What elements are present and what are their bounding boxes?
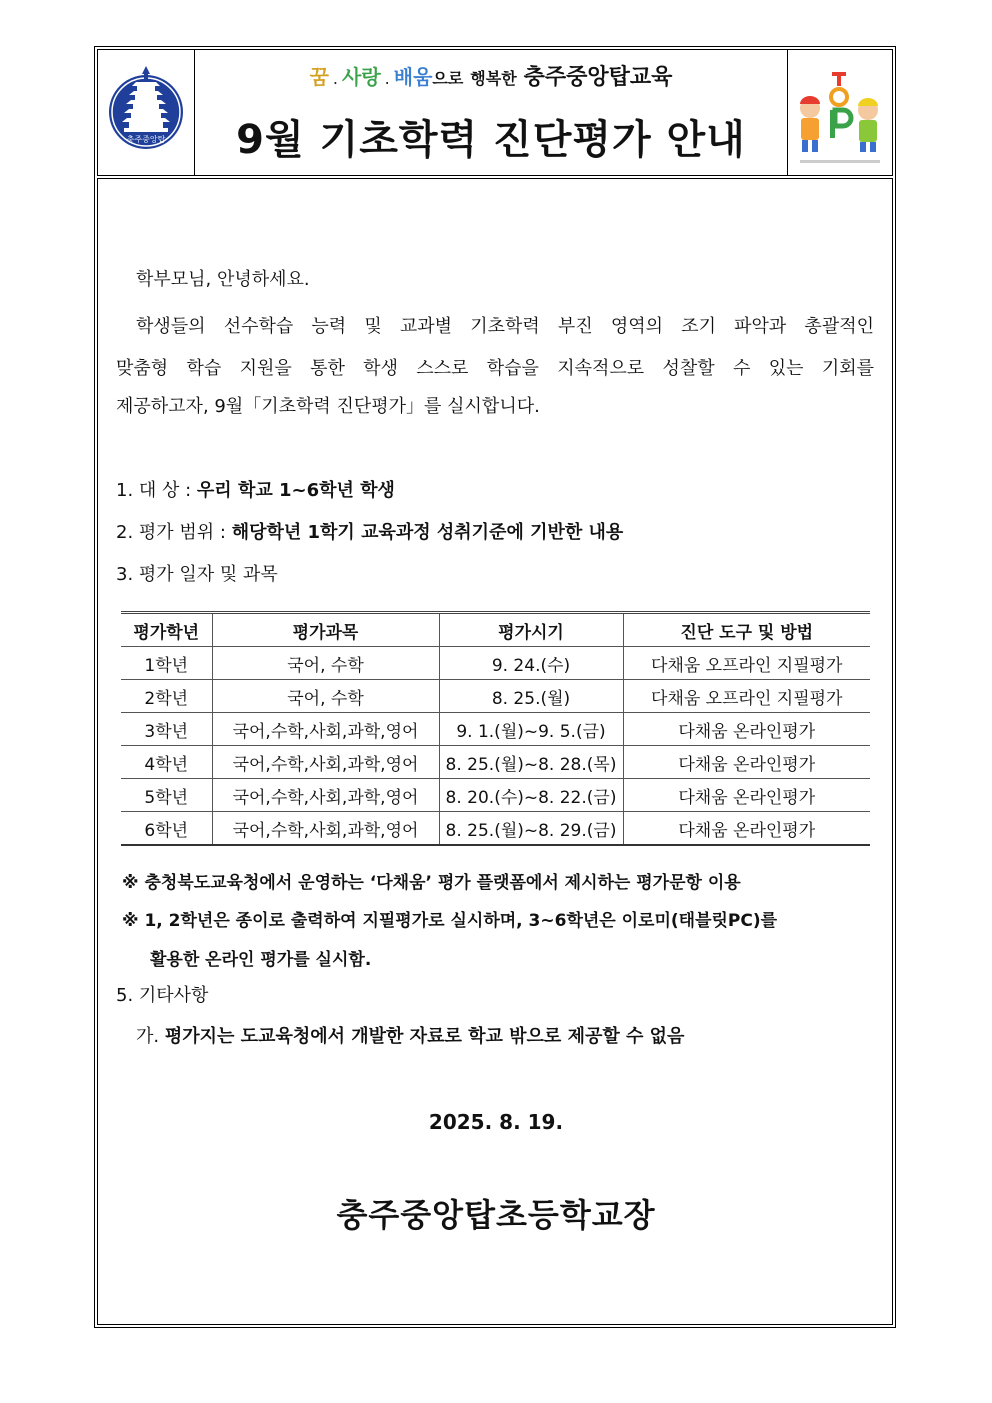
principal-signature: 충주중앙탑초등학교장 — [336, 1196, 656, 1234]
table-header-row — [121, 613, 870, 647]
table-cell: 9. 24.(수) — [439, 647, 623, 680]
table-cell: 8. 25.(월)~8. 29.(금) — [439, 812, 623, 846]
table-header-cell: 평가학년 — [121, 613, 212, 647]
slogan-word-dream: 꿈 — [309, 65, 329, 89]
logo-caption: 충주중앙탑 — [126, 135, 166, 144]
etc-item-text: 평가지는 도교육청에서 개발한 자료로 학교 밖으로 제공할 수 없음 — [164, 1026, 685, 1047]
table-cell: 국어, 수학 — [212, 647, 439, 680]
table-row — [121, 680, 870, 713]
table-cell: 다채움 온라인평가 — [623, 779, 870, 812]
table-cell: 8. 25.(월) — [439, 680, 623, 713]
note-method-line-2: 활용한 온라인 평가를 실시함. — [150, 950, 372, 970]
item-scope-value: 해당학년 1학기 교육과정 성취기준에 기반한 내용 — [231, 522, 624, 543]
table-cell: 1학년 — [121, 647, 212, 680]
etc-item-prefix: 가. — [136, 1026, 165, 1047]
table-cell: 다채움 온라인평가 — [623, 746, 870, 779]
intro-line-2: 맞춤형 학습 지원을 통한 학생 스스로 학습을 지속적으로 성찰할 수 있는 기회를 — [116, 358, 874, 379]
page-title: 9월 기초학력 진단평가 안내 — [236, 117, 746, 163]
slogan-brand: 충주중앙탑교육 — [523, 65, 673, 90]
mascot-cell — [787, 50, 892, 175]
table-cell: 8. 25.(월)~8. 28.(목) — [439, 746, 623, 779]
slogan-word-learning: 배움 — [393, 65, 433, 89]
table-cell: 5학년 — [121, 779, 212, 812]
slogan-word-love: 사랑 — [342, 65, 381, 89]
table-cell: 2학년 — [121, 680, 212, 713]
table-cell: 8. 20.(수)~8. 22.(금) — [439, 779, 623, 812]
table-header-cell: 진단 도구 및 방법 — [623, 613, 870, 647]
item-target-label: 1. 대 상 : — [116, 480, 197, 501]
table-cell: 4학년 — [121, 746, 212, 779]
table-cell: 다채움 온라인평가 — [623, 812, 870, 846]
table-row — [121, 713, 870, 746]
item-schedule-heading: 3. 평가 일자 및 과목 — [116, 564, 278, 585]
table-cell: 다채움 오프라인 지필평가 — [623, 647, 870, 680]
table-row — [121, 812, 870, 846]
document-date: 2025. 8. 19. — [428, 1110, 564, 1134]
item-target — [116, 481, 395, 501]
table-cell: 국어, 수학 — [212, 680, 439, 713]
table-cell: 국어,수학,사회,과학,영어 — [212, 746, 439, 779]
table-row — [121, 647, 870, 680]
note-method-line-1: ※ 1, 2학년은 종이로 출력하여 지필평가로 실시하며, 3~6학년은 이로미(태블릿PC)를 — [122, 911, 778, 931]
schedule-table — [121, 611, 870, 846]
table-cell: 9. 1.(월)~9. 5.(금) — [439, 713, 623, 746]
table-cell: 국어,수학,사회,과학,영어 — [212, 713, 439, 746]
school-logo-cell — [98, 50, 195, 175]
table-row — [121, 746, 870, 779]
etc-heading: 5. 기타사항 — [116, 985, 209, 1006]
table-cell: 국어,수학,사회,과학,영어 — [212, 779, 439, 812]
slogan-mid: 행복한 — [470, 69, 517, 88]
item-scope-label: 2. 평가 범위 : — [116, 522, 232, 543]
table-header-cell: 평가과목 — [212, 613, 439, 647]
slogan-particle: 으로 — [432, 69, 464, 88]
slogan-dot: . — [332, 69, 339, 88]
slogan-dot: . — [384, 69, 390, 88]
pagoda-logo-icon — [98, 50, 194, 175]
intro-line-1: 학생들의 선수학습 능력 및 교과별 기초학력 부진 영역의 조기 파악과 총괄적인 — [136, 316, 874, 337]
top-mascot-icon — [788, 50, 892, 175]
etc-item — [136, 1027, 684, 1047]
item-target-value: 우리 학교 1~6학년 학생 — [196, 480, 395, 501]
table-row — [121, 779, 870, 812]
intro-line-3: 제공하고자, 9월「기초학력 진단평가」를 실시합니다. — [116, 396, 540, 417]
table-header-cell: 평가시기 — [439, 613, 623, 647]
table-cell: 다채움 오프라인 지필평가 — [623, 680, 870, 713]
table-cell: 다채움 온라인평가 — [623, 713, 870, 746]
note-platform: ※ 충청북도교육청에서 운영하는 ‘다채움’ 평가 플랫폼에서 제시하는 평가문항 이용 — [122, 873, 741, 893]
greeting: 학부모님, 안녕하세요. — [136, 269, 310, 290]
table-cell: 국어,수학,사회,과학,영어 — [212, 812, 439, 846]
slogan — [194, 60, 788, 91]
table-cell: 6학년 — [121, 812, 212, 846]
header-box — [97, 49, 893, 176]
item-scope — [116, 523, 623, 543]
table-cell: 3학년 — [121, 713, 212, 746]
